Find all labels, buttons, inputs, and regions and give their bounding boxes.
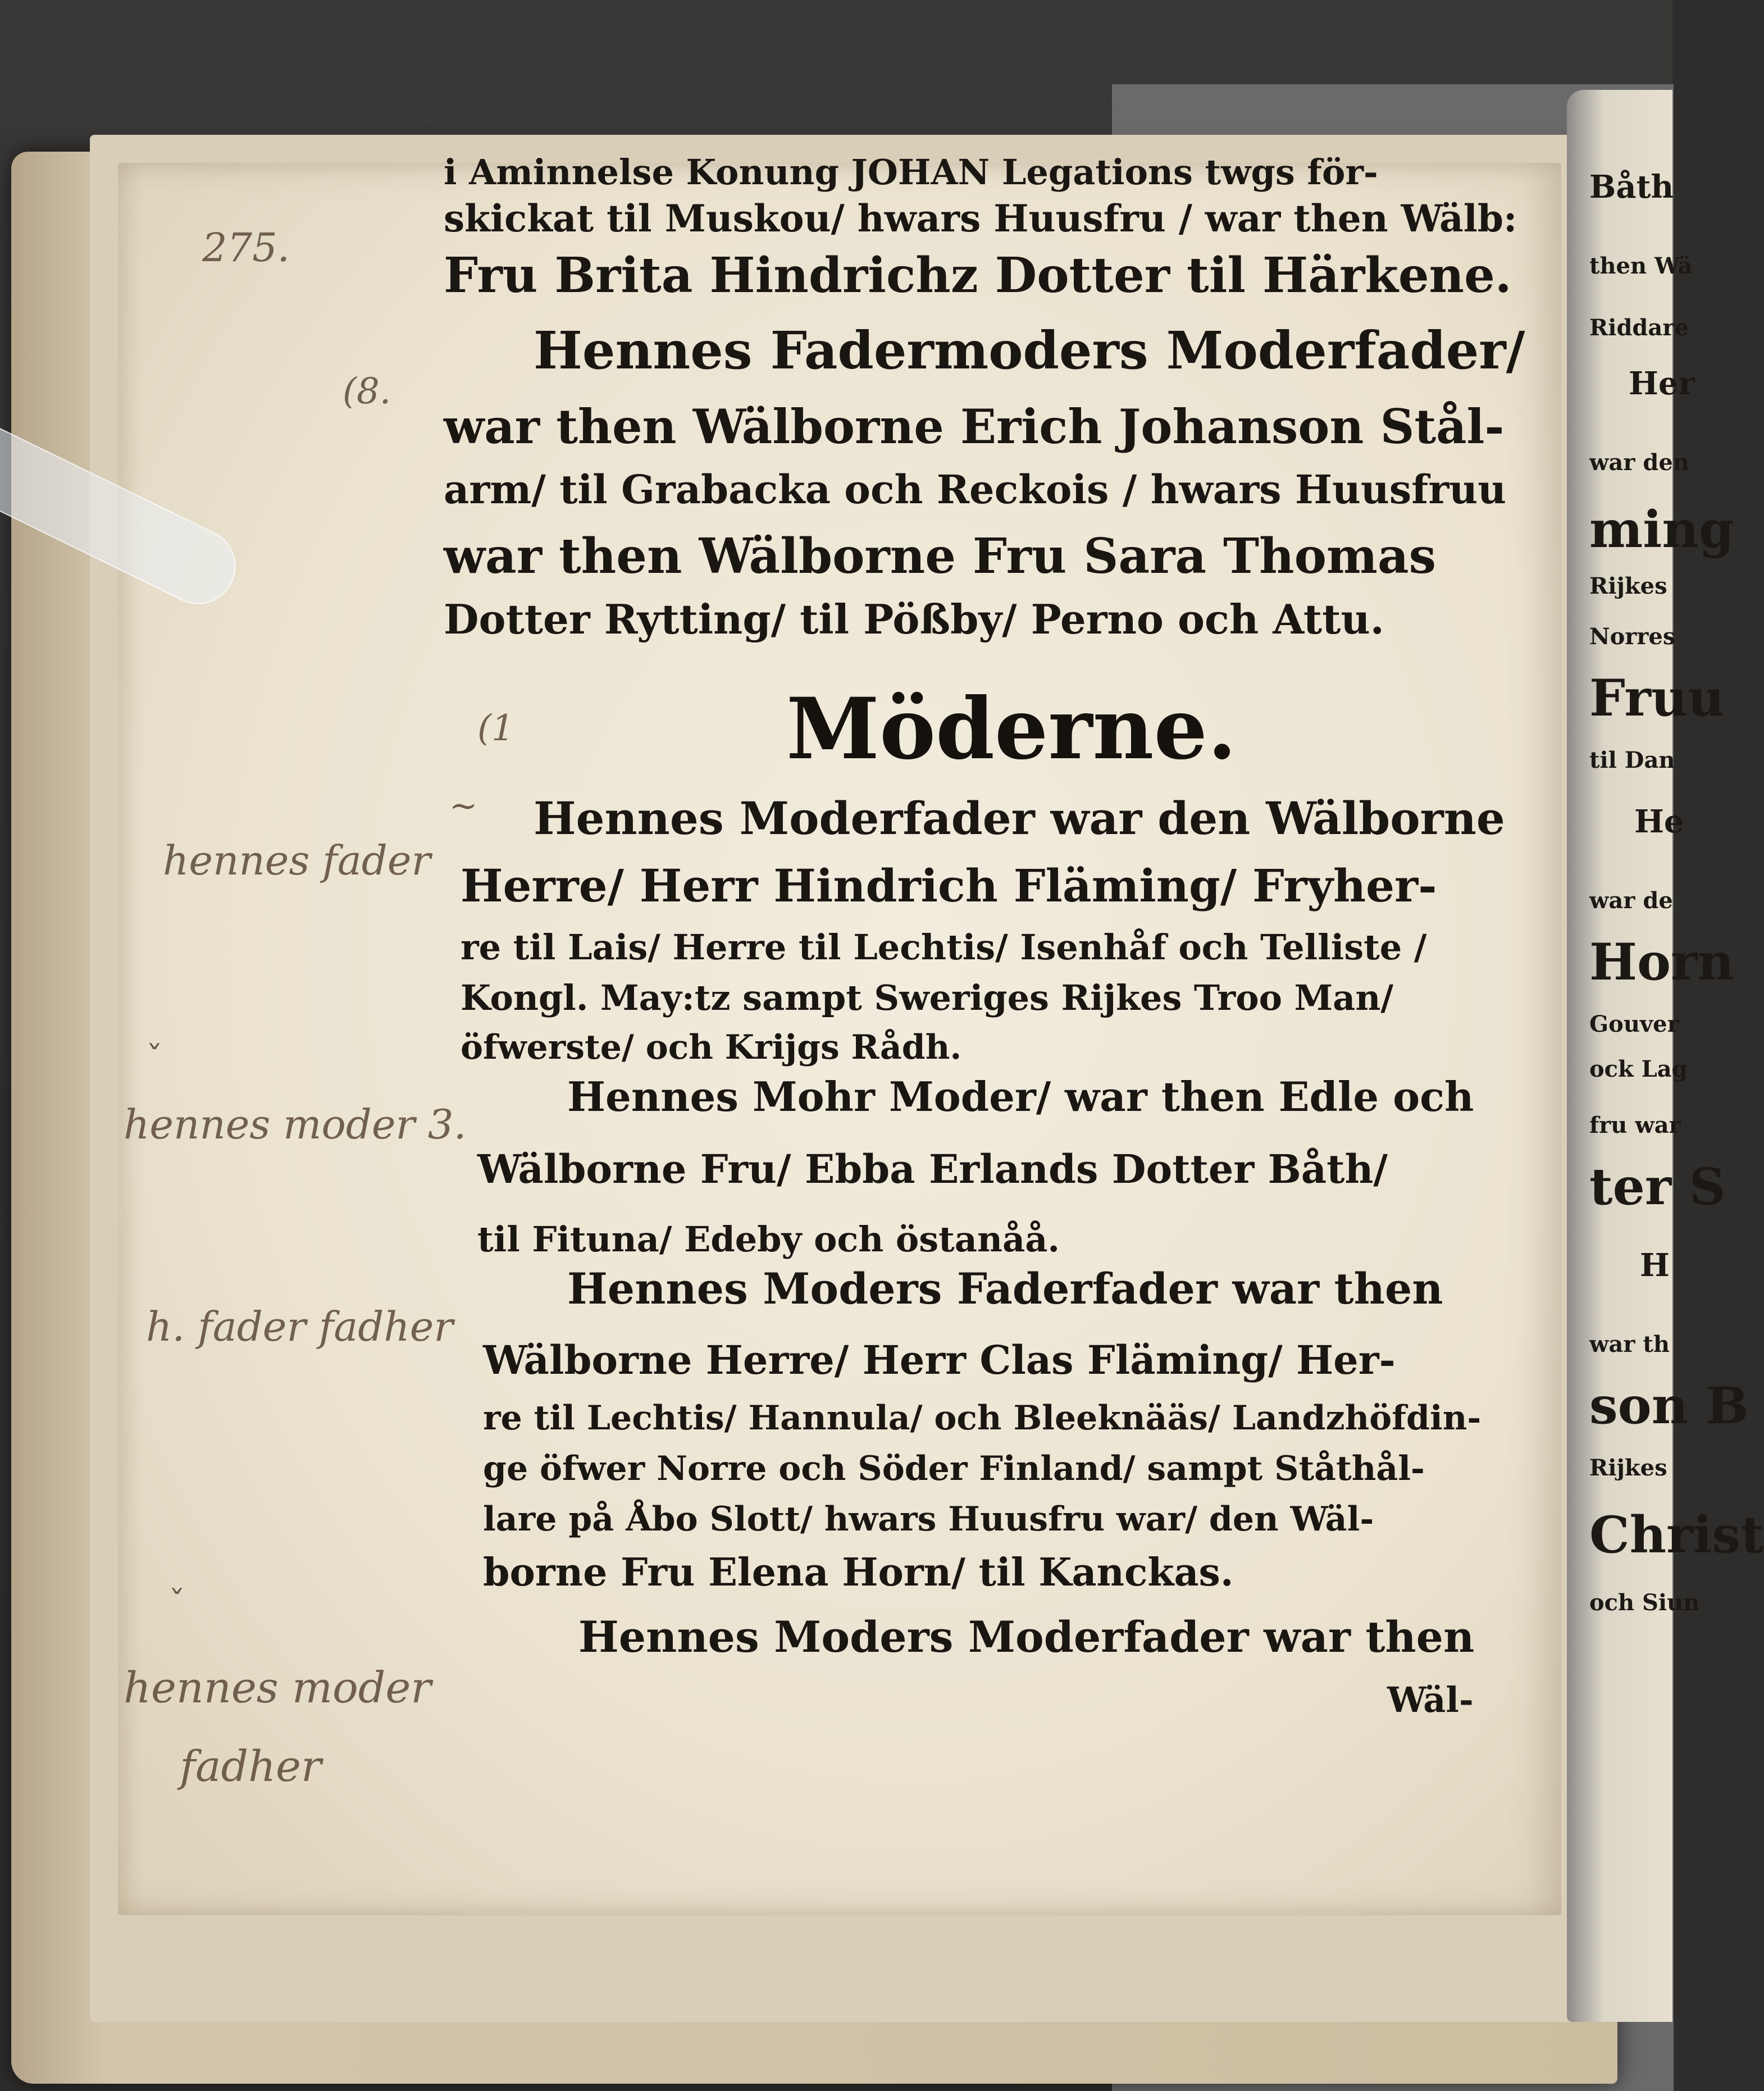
- facing-line: war de: [1589, 887, 1673, 914]
- facing-line: Christ: [1589, 1505, 1764, 1565]
- margin-note: (1: [477, 708, 514, 749]
- facing-line: war den: [1589, 449, 1689, 476]
- facing-line: Båth: [1589, 168, 1674, 206]
- margin-tick-mark: ~: [449, 786, 478, 826]
- text-line: Hennes Moders Moderfader war then: [578, 1612, 1475, 1662]
- facing-line: Her: [1629, 365, 1695, 402]
- facing-line: Fruu: [1589, 668, 1725, 728]
- text-line: ge öfwer Norre och Söder Finland/ sampt Ståthål-: [483, 1449, 1425, 1488]
- text-line: re til Lechtis/ Hannula/ och Bleeknääs/ Landzhöfdin-: [483, 1398, 1482, 1438]
- text-line: skickat til Muskou/ hwars Huusfru / war then Wälb:: [444, 197, 1517, 240]
- text-line: war then Wälborne Fru Sara Thomas: [444, 528, 1437, 585]
- text-line: borne Fru Elena Horn/ til Kanckas.: [483, 1550, 1234, 1595]
- facing-line: Norres: [1589, 623, 1676, 650]
- facing-line: Riddare: [1589, 315, 1689, 341]
- facing-line: Rijkes: [1589, 1455, 1667, 1481]
- text-line: re til Lais/ Herre til Lechtis/ Isenhåf och Telliste /: [461, 927, 1427, 968]
- section-heading: Möderne.: [786, 680, 1237, 778]
- text-line: Wälborne Herre/ Herr Clas Fläming/ Her-: [483, 1337, 1396, 1383]
- facing-line: Horn: [1589, 932, 1734, 992]
- facing-line: fru war: [1589, 1112, 1681, 1138]
- text-line: Hennes Moderfader war den Wälborne: [534, 792, 1505, 845]
- facing-line: Gouver: [1589, 1011, 1679, 1037]
- text-line: Hennes Fadermoders Moderfader/: [534, 320, 1525, 381]
- margin-note: (8.: [343, 371, 391, 412]
- text-line: Hennes Mohr Moder/ war then Edle och: [567, 1073, 1474, 1120]
- text-line: Kongl. May:tz sampt Sweriges Rijkes Troo Man/: [461, 977, 1394, 1018]
- facing-line: then Wä: [1589, 253, 1693, 279]
- text-line: öfwerste/ och Krijgs Rådh.: [461, 1028, 962, 1067]
- margin-note: hennes moder: [124, 1662, 431, 1712]
- text-line: war then Wälborne Erich Johanson Stål-: [444, 399, 1505, 454]
- facing-line: H: [1640, 1247, 1670, 1284]
- margin-page-number: 275.: [202, 225, 290, 271]
- text-line: lare på Åbo Slott/ hwars Huusfru war/ den Wäl-: [483, 1500, 1374, 1539]
- margin-note: fadher: [180, 1741, 322, 1791]
- text-line: Herre/ Herr Hindrich Fläming/ Fryher-: [461, 859, 1437, 912]
- margin-note: h. fader fadher: [146, 1303, 453, 1350]
- text-line: til Fituna/ Edeby och östanåå.: [477, 1219, 1060, 1260]
- facing-line: war th: [1589, 1331, 1670, 1357]
- text-line: Fru Brita Hindrichz Dotter til Härkene.: [444, 247, 1512, 304]
- text-line: arm/ til Grabacka och Reckois / hwars Huusfruu: [444, 466, 1506, 513]
- margin-note: hennes fader: [163, 837, 431, 884]
- facing-line: och Siun: [1589, 1589, 1700, 1616]
- facing-line: He: [1634, 803, 1684, 840]
- margin-note: hennes moder 3.: [124, 1101, 467, 1148]
- facing-line: ter S: [1589, 1157, 1726, 1217]
- text-line: Hennes Moders Faderfader war then: [567, 1264, 1443, 1314]
- facing-line: son B: [1589, 1376, 1749, 1436]
- facing-line: ming: [1589, 500, 1734, 559]
- text-line: i Aminnelse Konung JOHAN Legations twgs för-: [444, 152, 1378, 193]
- facing-line: ock Lag: [1589, 1056, 1688, 1082]
- text-line: Wälborne Fru/ Ebba Erlands Dotter Båth/: [477, 1146, 1388, 1192]
- margin-tick-mark: ˇ: [146, 1039, 163, 1078]
- facing-line: Rijkes: [1589, 573, 1667, 599]
- text-line: Dotter Rytting/ til Pößby/ Perno och Attu.: [444, 595, 1384, 643]
- text-line: Wäl-: [1387, 1679, 1474, 1720]
- facing-line: til Dan: [1589, 747, 1675, 773]
- margin-tick-mark: ˇ: [168, 1584, 185, 1623]
